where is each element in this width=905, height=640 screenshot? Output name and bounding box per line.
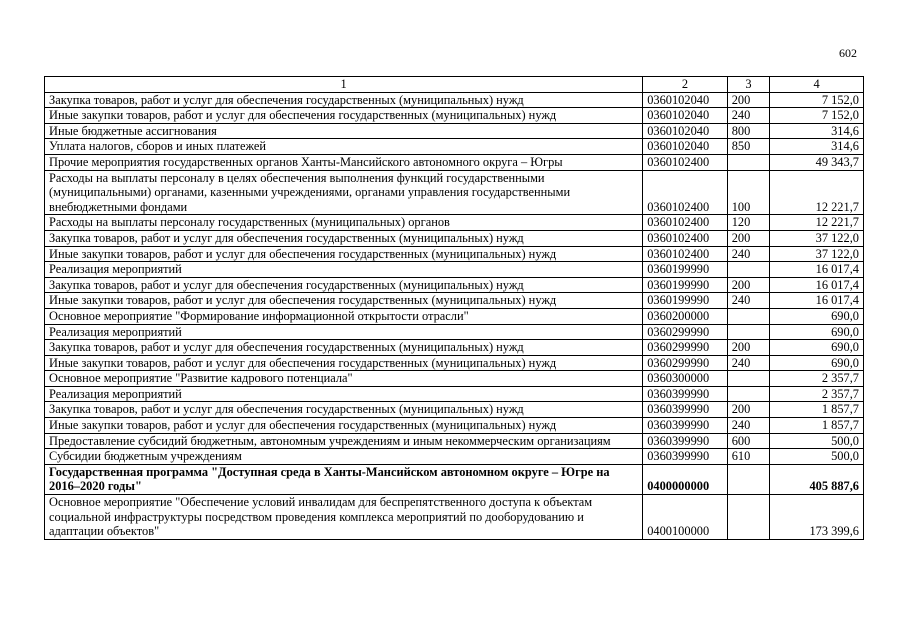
row-code-cell: 0360102400 — [643, 170, 728, 215]
table-row — [45, 402, 864, 418]
row-expense-type-cell — [727, 464, 769, 494]
budget-table-body — [45, 77, 864, 540]
row-expense-type-cell: 200 — [727, 277, 769, 293]
row-name-cell: Закупка товаров, работ и услуг для обеспечения государственных (муниципальных) нужд — [45, 402, 643, 418]
row-code-cell: 0360102040 — [643, 92, 728, 108]
header-col-4: 4 — [770, 77, 864, 93]
row-expense-type-cell — [727, 308, 769, 324]
row-name-cell: Государственная программа "Доступная среда в Ханты-Мансийском автономном округе – Югре на 2016–2020 годы" — [45, 464, 643, 494]
row-name-cell: Расходы на выплаты персоналу государственных (муниципальных) органов — [45, 215, 643, 231]
row-name-cell: Реализация мероприятий — [45, 262, 643, 278]
row-code-cell: 0360102400 — [643, 215, 728, 231]
header-col-2: 2 — [643, 77, 728, 93]
table-row — [45, 495, 864, 540]
row-name-cell: Основное мероприятие "Развитие кадрового потенциала" — [45, 371, 643, 387]
row-expense-type-cell: 240 — [727, 355, 769, 371]
row-amount-cell: 7 152,0 — [770, 92, 864, 108]
row-expense-type-cell: 200 — [727, 340, 769, 356]
row-name-cell: Расходы на выплаты персоналу в целях обеспечения выполнения функций государственными (муниципальными) органами, казенными учреждениями, органами управления государственными внебюджетными фондами — [45, 170, 643, 215]
row-expense-type-cell: 200 — [727, 230, 769, 246]
row-expense-type-cell: 600 — [727, 433, 769, 449]
row-expense-type-cell — [727, 386, 769, 402]
row-code-cell: 0360102400 — [643, 246, 728, 262]
table-row — [45, 123, 864, 139]
row-expense-type-cell — [727, 324, 769, 340]
row-code-cell: 0360399990 — [643, 449, 728, 465]
table-row — [45, 170, 864, 215]
row-amount-cell: 12 221,7 — [770, 215, 864, 231]
row-amount-cell: 16 017,4 — [770, 262, 864, 278]
row-name-cell: Реализация мероприятий — [45, 386, 643, 402]
row-code-cell: 0360102040 — [643, 123, 728, 139]
table-row — [45, 139, 864, 155]
row-amount-cell: 1 857,7 — [770, 418, 864, 434]
row-code-cell: 0360102400 — [643, 230, 728, 246]
row-expense-type-cell — [727, 495, 769, 540]
row-code-cell: 0360199990 — [643, 277, 728, 293]
table-row — [45, 230, 864, 246]
row-amount-cell: 7 152,0 — [770, 108, 864, 124]
row-code-cell: 0400000000 — [643, 464, 728, 494]
row-amount-cell: 37 122,0 — [770, 246, 864, 262]
row-amount-cell: 12 221,7 — [770, 170, 864, 215]
row-name-cell: Основное мероприятие "Формирование информационной открытости отрасли" — [45, 308, 643, 324]
row-amount-cell: 2 357,7 — [770, 371, 864, 387]
table-row — [45, 246, 864, 262]
row-name-cell: Иные закупки товаров, работ и услуг для обеспечения государственных (муниципальных) нужд — [45, 246, 643, 262]
row-amount-cell: 1 857,7 — [770, 402, 864, 418]
row-code-cell: 0360102040 — [643, 139, 728, 155]
row-code-cell: 0360399990 — [643, 386, 728, 402]
table-row — [45, 277, 864, 293]
row-amount-cell: 37 122,0 — [770, 230, 864, 246]
table-row — [45, 433, 864, 449]
row-code-cell: 0400100000 — [643, 495, 728, 540]
row-name-cell: Реализация мероприятий — [45, 324, 643, 340]
row-amount-cell: 500,0 — [770, 449, 864, 465]
table-row — [45, 449, 864, 465]
row-name-cell: Субсидии бюджетным учреждениям — [45, 449, 643, 465]
row-expense-type-cell: 240 — [727, 108, 769, 124]
row-amount-cell: 16 017,4 — [770, 277, 864, 293]
row-amount-cell: 405 887,6 — [770, 464, 864, 494]
row-expense-type-cell: 120 — [727, 215, 769, 231]
table-row — [45, 324, 864, 340]
budget-table — [44, 76, 864, 540]
row-amount-cell: 2 357,7 — [770, 386, 864, 402]
table-row — [45, 293, 864, 309]
page-number: 602 — [839, 46, 857, 60]
row-expense-type-cell: 610 — [727, 449, 769, 465]
table-row — [45, 215, 864, 231]
row-name-cell: Закупка товаров, работ и услуг для обеспечения государственных (муниципальных) нужд — [45, 277, 643, 293]
row-name-cell: Уплата налогов, сборов и иных платежей — [45, 139, 643, 155]
row-expense-type-cell: 100 — [727, 170, 769, 215]
table-row — [45, 355, 864, 371]
table-row — [45, 262, 864, 278]
row-expense-type-cell: 200 — [727, 92, 769, 108]
row-code-cell: 0360399990 — [643, 402, 728, 418]
row-name-cell: Иные закупки товаров, работ и услуг для обеспечения государственных (муниципальных) нужд — [45, 355, 643, 371]
row-code-cell: 0360102400 — [643, 154, 728, 170]
row-expense-type-cell — [727, 371, 769, 387]
row-code-cell: 0360102040 — [643, 108, 728, 124]
table-row — [45, 371, 864, 387]
table-row — [45, 92, 864, 108]
row-code-cell: 0360399990 — [643, 433, 728, 449]
row-expense-type-cell: 240 — [727, 246, 769, 262]
row-code-cell: 0360399990 — [643, 418, 728, 434]
row-amount-cell: 314,6 — [770, 123, 864, 139]
row-name-cell: Прочие мероприятия государственных органов Ханты-Мансийского автономного округа – Югры — [45, 154, 643, 170]
row-name-cell: Основное мероприятие "Обеспечение условий инвалидам для беспрепятственного доступа к объектам социальной инфраструктуры посредством проведения комплекса мероприятий по дооборудованию и адаптации объектов" — [45, 495, 643, 540]
header-col-1: 1 — [45, 77, 643, 93]
row-amount-cell: 690,0 — [770, 324, 864, 340]
row-code-cell: 0360299990 — [643, 324, 728, 340]
row-expense-type-cell — [727, 154, 769, 170]
row-code-cell: 0360200000 — [643, 308, 728, 324]
table-header-row — [45, 77, 864, 93]
table-row — [45, 340, 864, 356]
row-name-cell: Иные закупки товаров, работ и услуг для обеспечения государственных (муниципальных) нужд — [45, 293, 643, 309]
row-name-cell: Закупка товаров, работ и услуг для обеспечения государственных (муниципальных) нужд — [45, 230, 643, 246]
row-expense-type-cell: 200 — [727, 402, 769, 418]
row-amount-cell: 690,0 — [770, 308, 864, 324]
table-row — [45, 464, 864, 494]
row-expense-type-cell — [727, 262, 769, 278]
row-name-cell: Закупка товаров, работ и услуг для обеспечения государственных (муниципальных) нужд — [45, 340, 643, 356]
table-row — [45, 308, 864, 324]
row-code-cell: 0360199990 — [643, 293, 728, 309]
table-row — [45, 154, 864, 170]
table-row — [45, 386, 864, 402]
row-amount-cell: 314,6 — [770, 139, 864, 155]
row-expense-type-cell: 240 — [727, 418, 769, 434]
row-name-cell: Иные бюджетные ассигнования — [45, 123, 643, 139]
table-row — [45, 418, 864, 434]
header-col-3: 3 — [727, 77, 769, 93]
row-amount-cell: 500,0 — [770, 433, 864, 449]
row-code-cell: 0360299990 — [643, 355, 728, 371]
row-code-cell: 0360299990 — [643, 340, 728, 356]
row-name-cell: Иные закупки товаров, работ и услуг для обеспечения государственных (муниципальных) нужд — [45, 418, 643, 434]
row-name-cell: Предоставление субсидий бюджетным, автономным учреждениям и иным некоммерческим организациям — [45, 433, 643, 449]
table-row — [45, 108, 864, 124]
row-expense-type-cell: 800 — [727, 123, 769, 139]
row-amount-cell: 49 343,7 — [770, 154, 864, 170]
row-expense-type-cell: 850 — [727, 139, 769, 155]
row-amount-cell: 690,0 — [770, 340, 864, 356]
row-code-cell: 0360199990 — [643, 262, 728, 278]
row-name-cell: Закупка товаров, работ и услуг для обеспечения государственных (муниципальных) нужд — [45, 92, 643, 108]
row-code-cell: 0360300000 — [643, 371, 728, 387]
row-amount-cell: 690,0 — [770, 355, 864, 371]
row-amount-cell: 16 017,4 — [770, 293, 864, 309]
row-amount-cell: 173 399,6 — [770, 495, 864, 540]
row-name-cell: Иные закупки товаров, работ и услуг для обеспечения государственных (муниципальных) нужд — [45, 108, 643, 124]
row-expense-type-cell: 240 — [727, 293, 769, 309]
